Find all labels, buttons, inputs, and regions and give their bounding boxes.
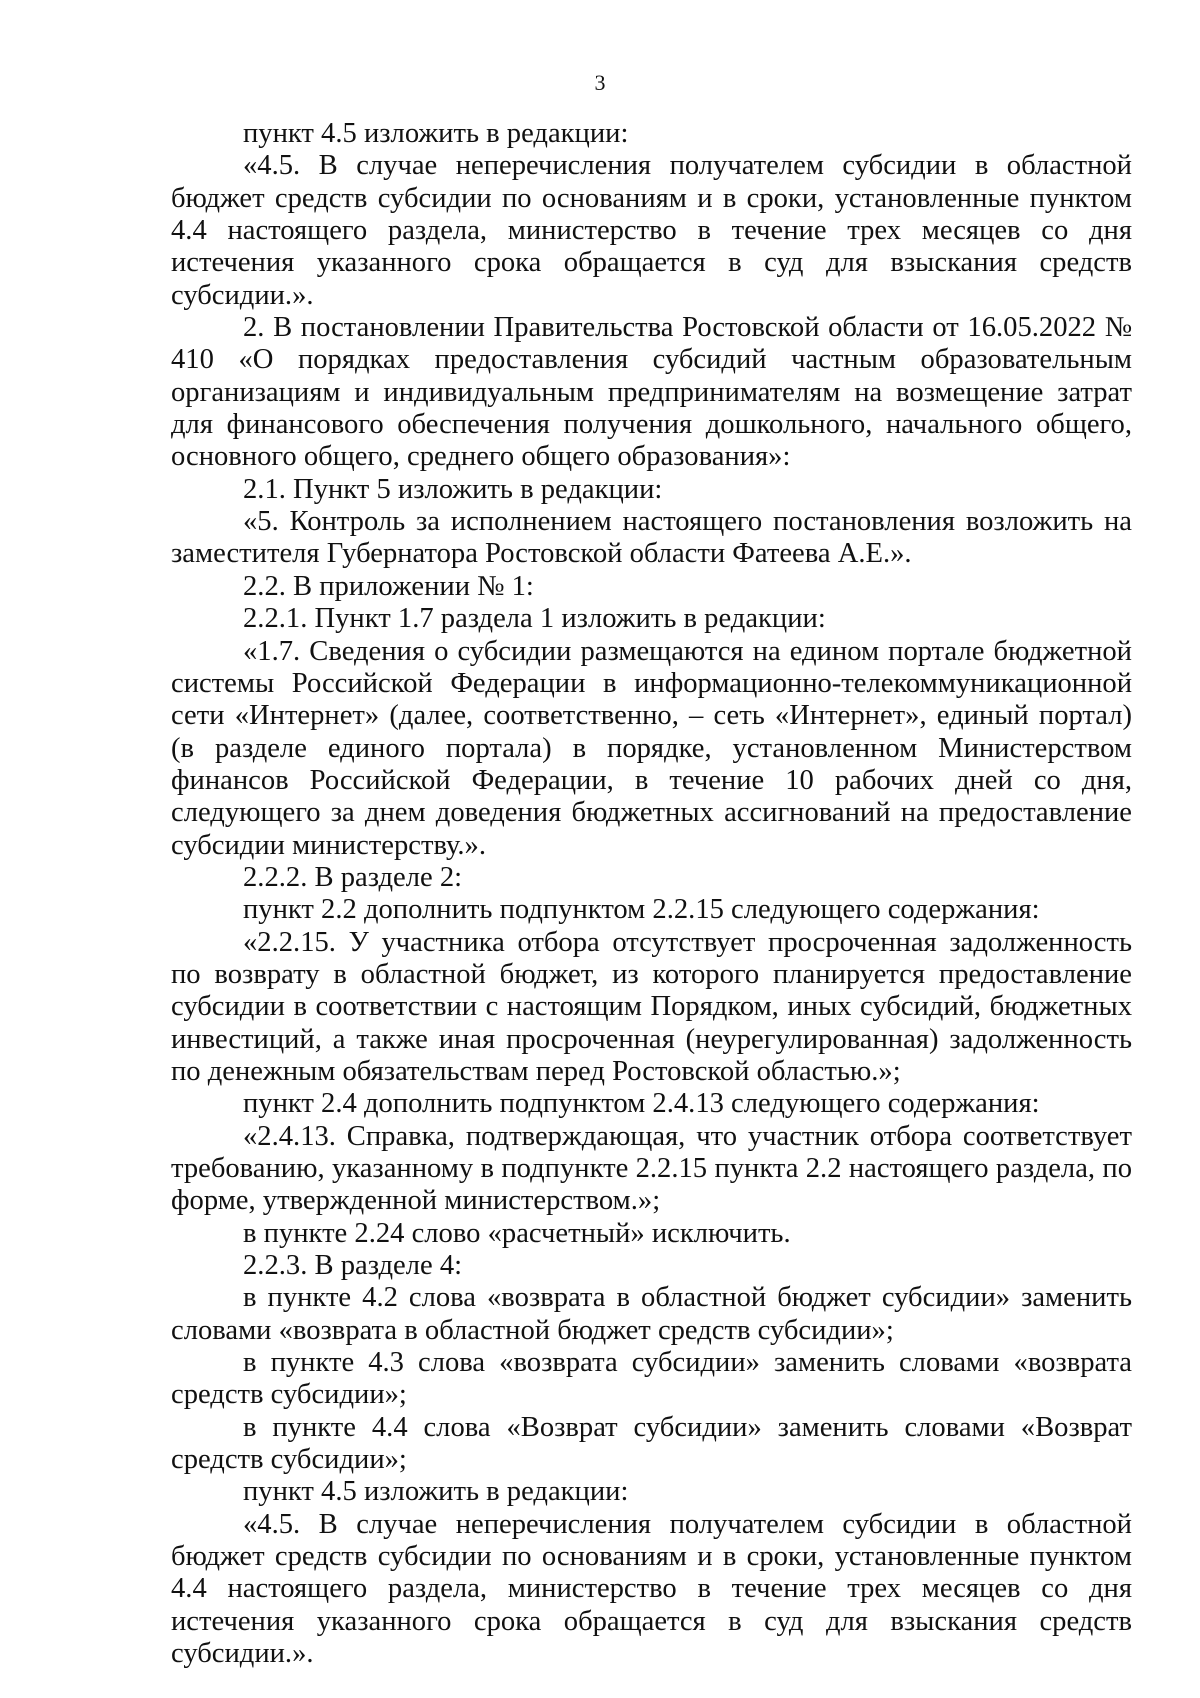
- paragraph: 2.2.1. Пункт 1.7 раздела 1 изложить в редакции:: [243, 603, 826, 635]
- paragraph: «1.7. Сведения о субсидии размещаются на едином портале бюджетной системы Российской Федерации в информационно-телекоммуникационной сети «Интернет» (далее, соответственно, – сеть «Интернет», единый портал) (в разделе единого портала) в порядке, установленном Министерством финансов Российской Федерации, в течение 10 рабочих дней со дня, следующего за днем доведения бюджетных ассигнований на предоставление субсидии министерству.».: [171, 635, 1132, 861]
- paragraph: 2.1. Пункт 5 изложить в редакции:: [243, 473, 663, 505]
- paragraph: в пункте 2.24 слово «расчетный» исключить.: [243, 1217, 791, 1249]
- paragraph: «2.2.15. У участника отбора отсутствует просроченная задолженность по возврату в областной бюджет, из которого планируется предоставление субсидии в соответствии с настоящим Порядком, иных субсидий, бюджетных инвестиций, а также иная просроченная (неурегулированная) задолженность по денежным обязательствам перед Ростовской областью.»;: [171, 926, 1132, 1087]
- paragraph: в пункте 4.3 слова «возврата субсидии» заменить словами «возврата средств субсидии»;: [171, 1347, 1132, 1411]
- paragraph: пункт 2.4 дополнить подпунктом 2.4.13 следующего содержания:: [243, 1088, 1040, 1120]
- paragraph: 2.2.3. В разделе 4:: [243, 1250, 463, 1282]
- paragraph: «2.4.13. Справка, подтверждающая, что участник отбора соответствует требованию, указанному в подпункте 2.2.15 пункта 2.2 настоящего раздела, по форме, утвержденной министерством.»;: [171, 1120, 1132, 1217]
- paragraph: 2.2.2. В разделе 2:: [243, 861, 463, 893]
- page-number: 3: [594, 70, 606, 95]
- paragraph: в пункте 4.4 слова «Возврат субсидии» заменить словами «Возврат средств субсидии»;: [171, 1411, 1132, 1476]
- paragraph: «5. Контроль за исполнением настоящего постановления возложить на заместителя Губернатора Ростовской области Фатеева А.Е.».: [171, 506, 1132, 570]
- paragraph: в пункте 4.2 слова «возврата в областной бюджет субсидии» заменить словами «возврата в областной бюджет средств субсидии»;: [171, 1282, 1132, 1346]
- paragraph: «4.5. В случае неперечисления получателем субсидии в областной бюджет средств субсидии по основаниям и в сроки, установленные пунктом 4.4 настоящего раздела, министерство в течение трех месяцев со дня истечения указанного срока обращается в суд для взыскания средств субсидии.».: [171, 1508, 1132, 1670]
- paragraph: 2.2. В приложении № 1:: [243, 570, 534, 602]
- document-body: [171, 118, 1132, 1671]
- paragraph: «4.5. В случае неперечисления получателем субсидии в областной бюджет средств субсидии по основаниям и в сроки, установленные пунктом 4.4 настоящего раздела, министерство в течение трех месяцев со дня истечения указанного срока обращается в суд для взыскания средств субсидии.».: [171, 150, 1132, 311]
- paragraph: 2. В постановлении Правительства Ростовской области от 16.05.2022 № 410 «О порядках предоставления субсидий частным образовательным организациям и индивидуальным предпринимателям на возмещение затрат для финансового обеспечения получения дошкольного, начального общего, основного общего, среднего общего образования»:: [171, 312, 1132, 473]
- paragraph: пункт 4.5 изложить в редакции:: [243, 118, 629, 149]
- paragraph: пункт 4.5 изложить в редакции:: [243, 1476, 629, 1508]
- paragraph: пункт 2.2 дополнить подпунктом 2.2.15 следующего содержания:: [243, 894, 1040, 926]
